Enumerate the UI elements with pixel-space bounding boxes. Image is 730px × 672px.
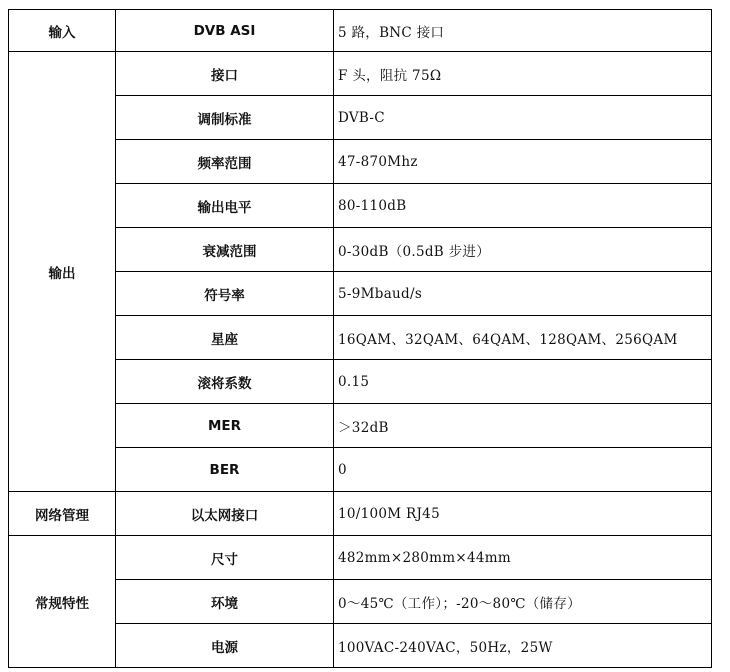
item-cell: 尺寸 bbox=[116, 536, 334, 580]
table-row bbox=[9, 10, 712, 52]
table-row bbox=[9, 52, 712, 96]
item-cell: 电源 bbox=[116, 624, 334, 668]
category-cell-input: 输入 bbox=[9, 10, 116, 52]
value-cell: 100VAC-240VAC，50Hz，25W bbox=[334, 624, 712, 668]
value-cell: 0-30dB（0.5dB 步进） bbox=[334, 228, 712, 272]
item-cell: 星座 bbox=[116, 316, 334, 360]
value-cell: DVB-C bbox=[334, 96, 712, 140]
category-cell-output: 输出 bbox=[9, 52, 116, 492]
value-cell: F 头，阻抗 75Ω bbox=[334, 52, 712, 96]
value-cell: 0～45℃（工作）；-20～80℃（储存） bbox=[334, 580, 712, 624]
spec-table bbox=[8, 9, 712, 668]
value-cell: 482mm×280mm×44mm bbox=[334, 536, 712, 580]
item-cell: BER bbox=[116, 448, 334, 492]
value-cell: 16QAM、32QAM、64QAM、128QAM、256QAM bbox=[334, 316, 712, 360]
value-cell: ＞32dB bbox=[334, 404, 712, 448]
table-row bbox=[9, 492, 712, 536]
item-cell: 符号率 bbox=[116, 272, 334, 316]
value-cell: 10/100M RJ45 bbox=[334, 492, 712, 536]
item-cell: 衰减范围 bbox=[116, 228, 334, 272]
item-cell: 接口 bbox=[116, 52, 334, 96]
item-cell: 以太网接口 bbox=[116, 492, 334, 536]
value-cell: 5-9Mbaud/s bbox=[334, 272, 712, 316]
item-cell: 环境 bbox=[116, 580, 334, 624]
table-row bbox=[9, 536, 712, 580]
item-cell: 频率范围 bbox=[116, 140, 334, 184]
value-cell: 47-870Mhz bbox=[334, 140, 712, 184]
item-cell: 输出电平 bbox=[116, 184, 334, 228]
item-cell: DVB ASI bbox=[116, 10, 334, 52]
item-cell: MER bbox=[116, 404, 334, 448]
value-cell: 80-110dB bbox=[334, 184, 712, 228]
value-cell: 0.15 bbox=[334, 360, 712, 404]
item-cell: 滚将系数 bbox=[116, 360, 334, 404]
value-cell: 0 bbox=[334, 448, 712, 492]
item-cell: 调制标准 bbox=[116, 96, 334, 140]
value-cell: 5 路，BNC 接口 bbox=[334, 10, 712, 52]
category-cell-general: 常规特性 bbox=[9, 536, 116, 668]
category-cell-network: 网络管理 bbox=[9, 492, 116, 536]
